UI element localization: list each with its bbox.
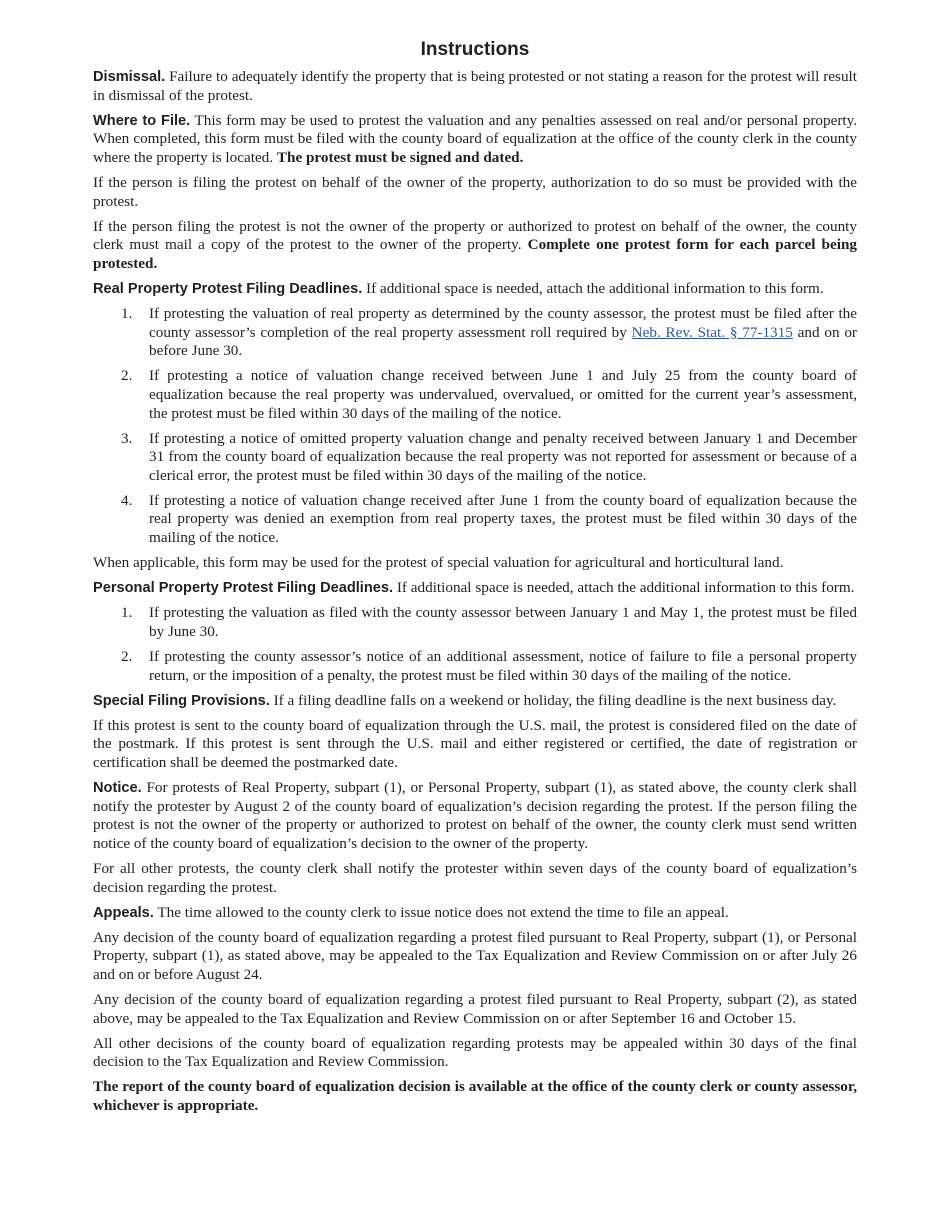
list-number: 3.: [121, 429, 133, 447]
report-note: The report of the county board of equalization decision is available at the office of the county clerk or county assessor, whichever is appropriate.: [93, 1078, 857, 1114]
list-item-text: If protesting the county assessor’s notice of an additional assessment, notice of failure to file a personal property return, or the imposition of a penalty, the protest must be filed within 30 days of the mailing of the notice.: [149, 648, 857, 684]
list-item-text: If protesting a notice of omitted property valuation change and penalty received between January 1 and December 31 from the county board of equalization because the real property was not reported for assessment or because of a clerical error, the protest must be filed within 30 days of the mailing of the notice.: [149, 429, 857, 484]
list-number: 2.: [121, 648, 133, 666]
behalf-owner-paragraph: If the person is filing the protest on behalf of the owner of the property, authorization to do so must be provided with the protest.: [93, 173, 857, 210]
notice-heading: Notice.: [93, 780, 142, 797]
us-mail-paragraph: If this protest is sent to the county board of equalization through the U.S. mail, the protest is considered filed on the date of the postmark. If this protest is sent through the U.S. mail and either registered or certified, the date of registration or certification shall be deemed the postmarked date.: [93, 716, 857, 771]
list-item: [93, 367, 857, 423]
statute-link[interactable]: Neb. Rev. Stat. § 77-1315: [631, 323, 793, 341]
list-item-text: If protesting the valuation of real property as determined by the county assessor, the protest must be filed after the county assessor’s completion of the real property assessment roll required by: [149, 305, 857, 341]
where-to-file-paragraph: [93, 112, 857, 168]
appeals-text: The time allowed to the county clerk to issue notice does not extend the time to file an appeal.: [153, 903, 729, 921]
dismissal-paragraph: [93, 68, 857, 105]
dismissal-text: Failure to adequately identify the property that is being protested or not stating a reason for the protest will result in dismissal of the protest.: [93, 68, 857, 104]
special-filing-text: If a filing deadline falls on a weekend or holiday, the filing deadline is the next business day.: [269, 691, 837, 709]
appeals-paragraph: [93, 904, 857, 923]
appeal-subpart1-paragraph: Any decision of the county board of equalization regarding a protest filed pursuant to Real Property, subpart (1), or Personal Property, subpart (1), as stated above, may be appealed to the Tax Equalization and Review Commission on or after July 26 and on or before August 24.: [93, 928, 857, 983]
real-property-paragraph: [93, 280, 857, 299]
dismissal-heading: Dismissal.: [93, 69, 166, 85]
list-number: 4.: [121, 491, 133, 509]
signed-dated-note: The protest must be signed and dated.: [276, 148, 524, 166]
all-other-protests-paragraph: For all other protests, the county clerk shall notify the protester within seven days of the county board of equalization’s decision regarding the protest.: [93, 859, 857, 896]
where-to-file-heading: Where to File.: [93, 112, 191, 129]
personal-property-heading: Personal Property Protest Filing Deadlines.: [93, 580, 394, 597]
special-filing-heading: Special Filing Provisions.: [93, 692, 270, 709]
list-item: [93, 648, 857, 685]
notice-paragraph: [93, 779, 857, 853]
list-item-text: If protesting a notice of valuation change received between June 1 and July 25 from the county board of equalization because the real property was undervalued, overvalued, or omitted for the current year’s assessment, the protest must be filed within 30 days of the mailing of the notice.: [149, 367, 857, 422]
list-item-text: If protesting the valuation as filed with the county assessor between January 1 and May 1, the protest must be filed by June 30.: [149, 604, 857, 640]
list-number: 1.: [121, 305, 133, 323]
special-filing-paragraph: [93, 692, 857, 711]
personal-property-paragraph: [93, 579, 857, 598]
real-property-intro: If additional space is needed, attach the additional information to this form.: [362, 279, 824, 297]
not-owner-paragraph: [93, 218, 857, 274]
real-property-heading: Real Property Protest Filing Deadlines.: [93, 280, 363, 297]
where-to-file-text: This form may be used to protest the valuation and any penalties assessed on real and/or personal property. When completed, this form must be filed with the county board of equalization at the office of the county clerk in the county where the property is located.: [93, 111, 857, 166]
not-owner-text: If the person filing the protest is not the owner of the property or authorized to protest on behalf of the owner, the county clerk must mail a copy of the protest to the owner of the property.: [93, 217, 857, 254]
one-form-per-parcel-note: Complete one protest form for each parcel being protested.: [93, 236, 858, 272]
special-valuation-paragraph: When applicable, this form may be used for the protest of special valuation for agricultural and horticultural land.: [93, 554, 784, 572]
list-item: [93, 305, 857, 361]
list-item-text: and on or before June 30.: [149, 323, 857, 360]
list-number: 2.: [121, 367, 133, 385]
appeals-heading: Appeals.: [93, 904, 154, 921]
real-property-list: [93, 305, 857, 548]
list-item-text: If protesting a notice of valuation change received after June 1 from the county board of equalization because the real property was denied an exemption from real property taxes, the protest must be filed within 30 days of the mailing of the notice.: [149, 491, 857, 547]
list-item: [93, 430, 857, 486]
list-item: [93, 492, 857, 548]
appeal-subpart2-paragraph: Any decision of the county board of equalization regarding a protest filed pursuant to Real Property, subpart (2), as stated above, may be appealed to the Tax Equalization and Review Commission on or after September 16 and October 15.: [93, 991, 857, 1027]
list-number: 1.: [121, 604, 133, 622]
notice-text: For protests of Real Property, subpart (1), or Personal Property, subpart (1), as stated above, the county clerk shall notify the protester by August 2 of the county board of equalization’s decision regarding the protest. If the person filing the protest is not the owner of the property or authorized to protest on behalf of the owner, the county clerk must send written notice of the county board of equalization’s decision to the owner of the property.: [93, 779, 857, 852]
personal-property-list: [93, 604, 857, 685]
page-title: Instructions: [420, 39, 530, 60]
personal-property-intro: If additional space is needed, attach the additional information to this form.: [393, 579, 855, 597]
list-item: [93, 604, 857, 641]
appeal-other-paragraph: All other decisions of the county board of equalization regarding protests may be appealed within 30 days of the final decision to the Tax Equalization and Review Commission.: [93, 1034, 857, 1071]
